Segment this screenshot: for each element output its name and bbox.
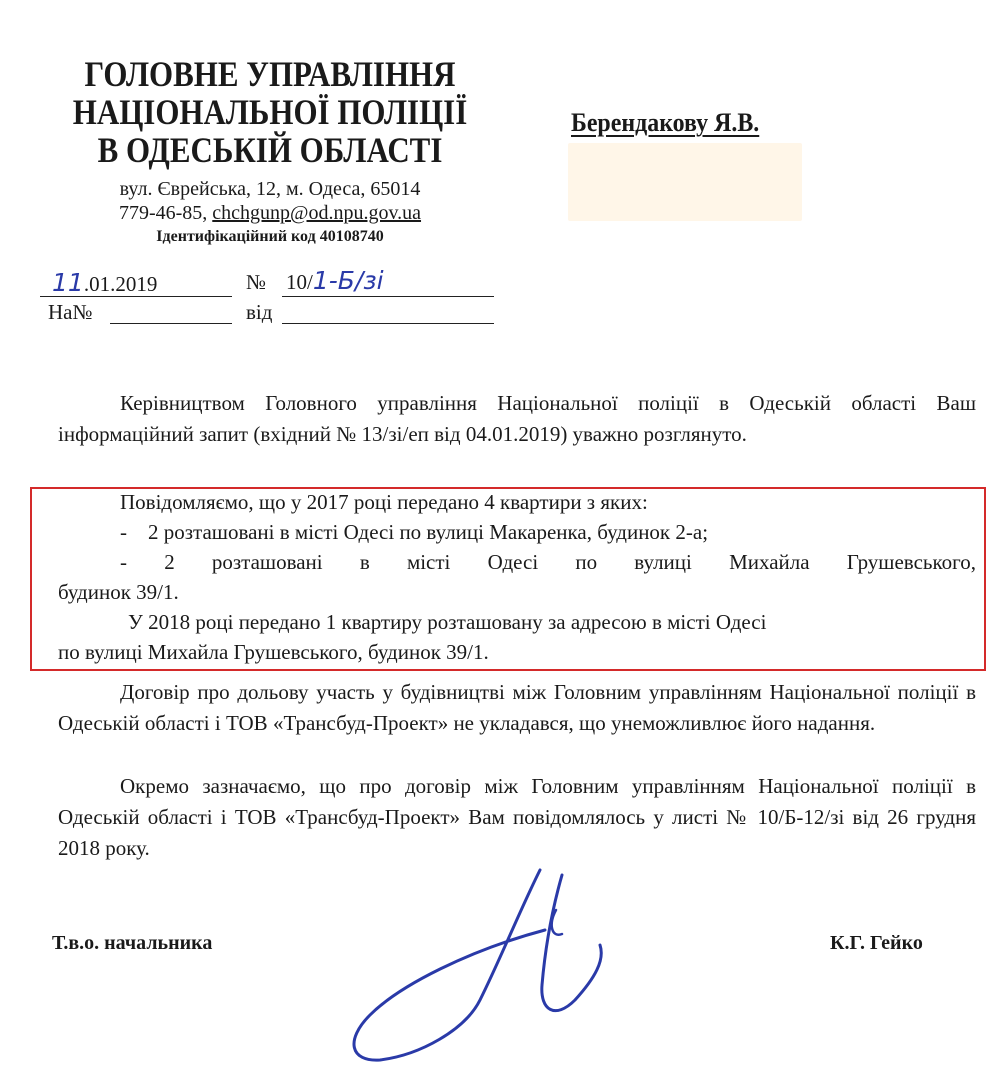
bullet-hrushevskoho-continuation: будинок 39/1. [58,580,179,604]
bullet-word: по [575,550,598,574]
paragraph-3-text: Окремо зазначаємо, що про договір між Головним управлінням Національної поліції в Одеській області і ТОВ «Трансбуд-Проект» Вам повідомлялось у листі № 10/Б-12/зі від 26 грудня 2018 року. [58,774,976,860]
bullet-hrushevskoho [58,547,976,577]
signatory-name: К.Г. Гейко [830,932,923,954]
org-line-1: ГОЛОВНЕ УПРАВЛІННЯ [84,54,456,94]
apartments-2018: У 2018 році передано 1 квартиру розташовану за адресою в місті Одесі [128,610,767,634]
date-underline [40,296,232,297]
bullet-word: в [359,550,370,574]
outgoing-date [52,268,157,297]
outgoing-number [286,266,384,295]
email-link[interactable]: chchgunp@od.npu.gov.ua [212,202,422,224]
bullet-word: Одесі [487,550,539,574]
redacted-area [568,143,802,221]
bullet-makarenka: - 2 розташовані в місті Одесі по вулиці Макаренка, будинок 2-а; [120,520,709,544]
incoming-number-underline [110,323,232,324]
org-line-2: НАЦІОНАЛЬНОЇ ПОЛІЦІЇ [72,92,468,132]
bullet-word: місті [406,550,451,574]
bullet-word: Грушевського, [846,550,976,574]
organization-name [72,55,468,169]
number-underline [282,296,494,297]
apartments-2018-address: по вулиці Михайла Грушевського, будинок 39/1. [58,640,489,664]
number-label: № [246,270,267,294]
bullet-word: вулиці [634,550,692,574]
bullet-word: Михайла [729,550,810,574]
bullet-word: 2 [164,550,175,574]
org-line-3: В ОДЕСЬКІЙ ОБЛАСТІ [97,130,443,170]
incoming-number-label: На№ [48,300,93,324]
phone: 779-46-85, [118,202,208,224]
organization-contacts [40,177,500,249]
paragraph-1 [58,388,976,450]
handwritten-number: 1-Б/зі [312,266,384,295]
signatory-role: Т.в.о. начальника [52,932,213,954]
paragraph-2 [58,677,976,739]
printed-number: 10/ [286,270,313,294]
paragraph-2-text: Договір про дольову участь у будівництві між Головним управлінням Національної поліції в Одеській області і ТОВ «Трансбуд-Проект» не укладався, що унеможливлює його надання. [58,680,976,735]
apartments-2017: Повідомляємо, що у 2017 році передано 4 квартири з яких: [120,490,648,514]
incoming-date-label: від [246,300,273,324]
bullet-word: - [120,550,127,574]
handwritten-signature [330,850,690,1068]
paragraph-1-text: Керівництвом Головного управління Національної поліції в Одеській області Ваш інформаційний запит (вхідний № 13/зі/еп від 04.01.2019) уважно розглянуто. [58,391,976,446]
recipient-name: Берендакову Я.В. [571,108,760,137]
incoming-date-underline [282,323,494,324]
identification-code: Ідентифікаційний код 40108740 [156,228,384,245]
phone-email-line [40,201,500,225]
printed-date: .01.2019 [83,272,158,296]
address: вул. Єврейська, 12, м. Одеса, 65014 [119,178,421,200]
bullet-word: розташовані [211,550,323,574]
handwritten-day: 11 [52,268,84,297]
highlighted-content [58,487,976,667]
